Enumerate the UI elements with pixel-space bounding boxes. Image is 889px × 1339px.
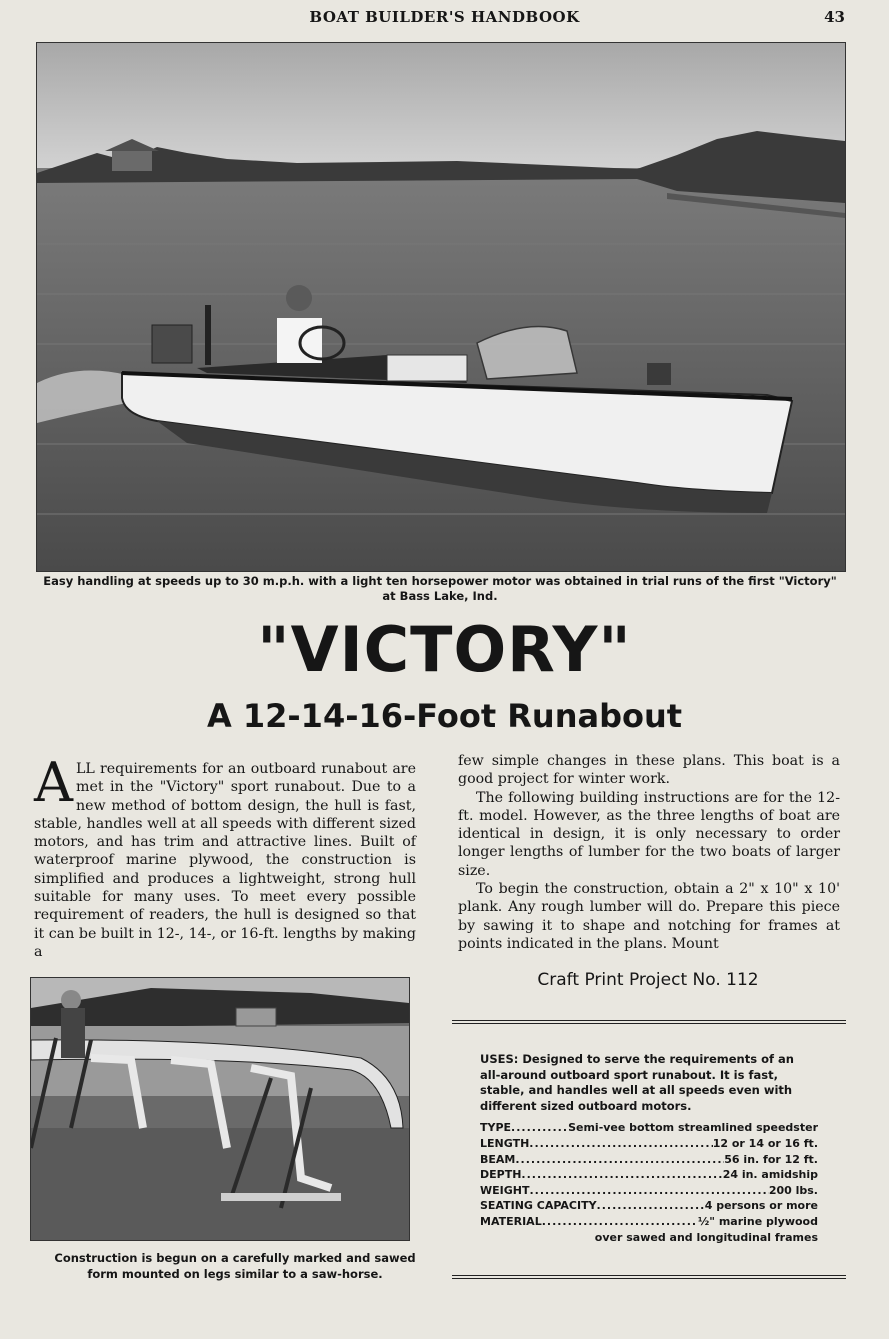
body-text-left: LL requirements for an outboard runabout are met in the "Victory" sport runabout. Due to a new method of bottom design, the hull is fast, stable, handles well at all speeds with different sized motors, and has trim and attractive lines. Built of waterproof marine plywood, the construction is simplified and produces a lightweight, strong hull suitable for many uses. To meet every possible requirement of readers, the hull is designed so that it can be built in 12-, 14-, or 16-ft. lengths by making a [34, 761, 416, 960]
spec-row-type [480, 1120, 818, 1136]
drop-cap: A [34, 751, 73, 814]
page-header [0, 8, 889, 32]
divider-rule [452, 1020, 846, 1024]
spec-row-material [480, 1214, 818, 1230]
speedboat-on-lake-photo-icon [37, 43, 845, 571]
spec-value: 24 in. amidship [722, 1168, 818, 1182]
spec-label: DEPTH [480, 1168, 522, 1182]
spec-material-continued: over sawed and longitudinal frames [594, 1230, 818, 1244]
spec-row-weight [480, 1183, 818, 1199]
spec-label: TYPE [480, 1121, 512, 1135]
spec-value: 200 lbs. [768, 1183, 818, 1197]
photo-caption-top: Easy handling at speeds up to 30 m.p.h. with a light ten horsepower motor was obtained in trial runs of the first "Victory" at Bass Lake, Ind. [43, 574, 837, 603]
spec-value: Semi-vee bottom streamlined speedster [568, 1121, 818, 1135]
body-column-right [458, 752, 840, 953]
spec-label: WEIGHT [480, 1183, 530, 1197]
construction-photo [30, 977, 410, 1241]
body-column-left [34, 751, 416, 961]
spec-value: 12 or 14 or 16 ft. [712, 1136, 818, 1150]
uses-text: Designed to serve the requirements of an all-around outboard sport runabout. It is fast, stable, and handles well at all speeds even with different sized outboard motors. [480, 1052, 794, 1113]
page-number: 43 [824, 8, 845, 26]
hull-form-on-sawhorse-photo-icon [31, 978, 409, 1240]
spec-row-beam [480, 1152, 818, 1168]
spec-row-seating [480, 1198, 818, 1214]
spec-row-length [480, 1136, 818, 1152]
body-paragraph: few simple changes in these plans. This boat is a good project for winter work. [458, 753, 840, 788]
spec-row-depth [480, 1167, 818, 1183]
spec-label: BEAM [480, 1152, 516, 1166]
article-subtitle: A 12-14-16-Foot Runabout [206, 697, 683, 735]
spec-label: MATERIAL [480, 1214, 542, 1228]
specifications-box [480, 1052, 818, 1245]
photo-caption-bottom: Construction is begun on a carefully marked and sawed form mounted on legs similar to a saw-horse. [54, 1251, 416, 1281]
spec-value: ½" marine plywood [697, 1214, 818, 1228]
spec-value: 4 persons or more [704, 1199, 818, 1213]
speedboat-photo [36, 42, 846, 572]
craft-print-label: Craft Print Project No. 112 [537, 970, 759, 990]
uses-statement [480, 1052, 818, 1114]
divider-rule [452, 1275, 846, 1279]
spec-label: SEATING CAPACITY [480, 1199, 597, 1213]
body-paragraph: To begin the construction, obtain a 2" x 10" x 10' plank. Any rough lumber will do. Prepare this piece by sawing it to shape and notching for frames at points indicated in the plans. Mount [458, 881, 840, 952]
spec-label: LENGTH [480, 1136, 530, 1150]
body-paragraph: The following building instructions are for the 12-ft. model. However, as the three lengths of boat are identical in design, it is only necessary to order longer lengths of lumber for the two boats of larger size. [458, 789, 840, 879]
uses-label: USES: [480, 1052, 519, 1066]
article-title: "VICTORY" [257, 613, 632, 686]
running-head: BOAT BUILDER'S HANDBOOK [309, 8, 580, 26]
spec-value: 56 in. for 12 ft. [724, 1152, 818, 1166]
